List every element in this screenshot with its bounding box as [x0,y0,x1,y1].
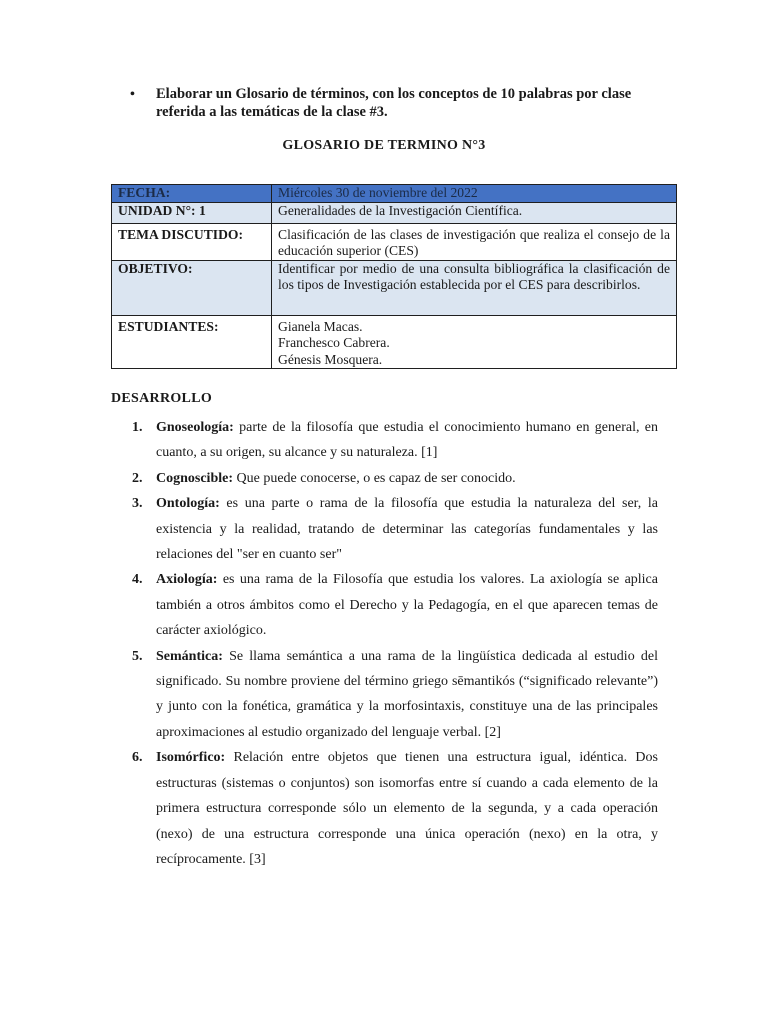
item-text: Relación entre objetos que tienen una estructura igual, idéntica. Dos estructuras (sistemas o conjuntos) son isomorfas entre sí cuando a cada elemento de la primera estructura corresponde sólo un elemento de la segunda, y a cada operación (nexo) de una estructura corresponde una única operación (nexo) en la otra, y recíprocamente. [3] [156,750,658,867]
item-text: Que puede conocerse, o es capaz de ser conocido. [233,470,516,486]
item-number: 1. [132,420,143,435]
page-title: GLOSARIO DE TERMINO N°3 [282,138,486,153]
item-number: 4. [132,572,143,588]
row-label: UNIDAD N°: 1 [112,202,272,223]
item-term: Cognoscible: [156,470,233,486]
table-row-estudiantes [112,315,677,369]
list-item [111,567,658,643]
item-term: Isomórfico: [156,750,226,766]
item-text: parte de la filosofía que estudia el conocimiento humano en general, en cuanto, a su origen, su alcance y su naturaleza. [1] [156,420,658,461]
item-number: 3. [132,496,143,512]
list-item [111,415,658,466]
row-label: FECHA: [112,185,272,203]
list-item [111,491,658,567]
item-term: Ontología: [156,496,220,512]
table-row-objetivo [112,260,677,315]
row-label: TEMA DISCUTIDO: [112,223,272,260]
section-heading: DESARROLLO [111,391,213,406]
row-value: Identificar por medio de una consulta bibliográfica la clasificación de los tipos de Investigación establecida por el CES para describirlos. [272,260,677,315]
row-value: Miércoles 30 de noviembre del 2022 [272,185,677,203]
row-label: ESTUDIANTES: [112,315,272,369]
item-term: Axiología: [156,572,218,588]
item-number: 2. [132,470,143,486]
row-value [272,315,677,369]
item-number: 6. [132,750,143,766]
task-text: Elaborar un Glosario de términos, con los conceptos de 10 palabras por clase referida a las temáticas de la clase #3. [156,86,632,120]
table-row-unidad [112,202,677,223]
item-term: Semántica: [156,648,223,664]
item-term: Gnoseología: [156,420,234,435]
list-item [111,466,658,491]
row-value: Clasificación de las clases de investigación que realiza el consejo de la educación superior (CES) [272,223,677,260]
list-item [111,745,658,872]
student-name: Génesis Mosquera. [278,351,383,367]
table-row-fecha [112,185,677,203]
student-name: Franchesco Cabrera. [278,335,390,350]
student-name: Gianela Macas. [278,318,363,334]
bullet-icon: • [130,87,135,102]
info-table [111,184,677,369]
definitions-list [111,415,658,872]
item-text: Se llama semántica a una rama de la lingüística dedicada al estudio del significado. Su nombre proviene del término griego sēmantikós (“significado relevante”) y junto con la fonética, gramática y la morfosintaxis, constituye una de las principales aproximaciones al estudio organizado del lenguaje verbal. [2] [156,648,658,740]
row-value: Generalidades de la Investigación Científica. [272,202,677,223]
item-text: es una rama de la Filosofía que estudia los valores. La axiología se aplica también a otros ámbitos como el Derecho y la Pedagogía, en el que aparecen temas de carácter axiológico. [156,572,658,639]
row-label: OBJETIVO: [112,260,272,315]
table-row-tema [112,223,677,260]
list-item [111,644,658,746]
item-number: 5. [132,648,143,664]
item-text: es una parte o rama de la filosofía que estudia la naturaleza del ser, la existencia y la realidad, tratando de determinar las categorías fundamentales y las relaciones del "ser en cuanto ser" [156,496,658,563]
task-bullet [130,86,650,121]
